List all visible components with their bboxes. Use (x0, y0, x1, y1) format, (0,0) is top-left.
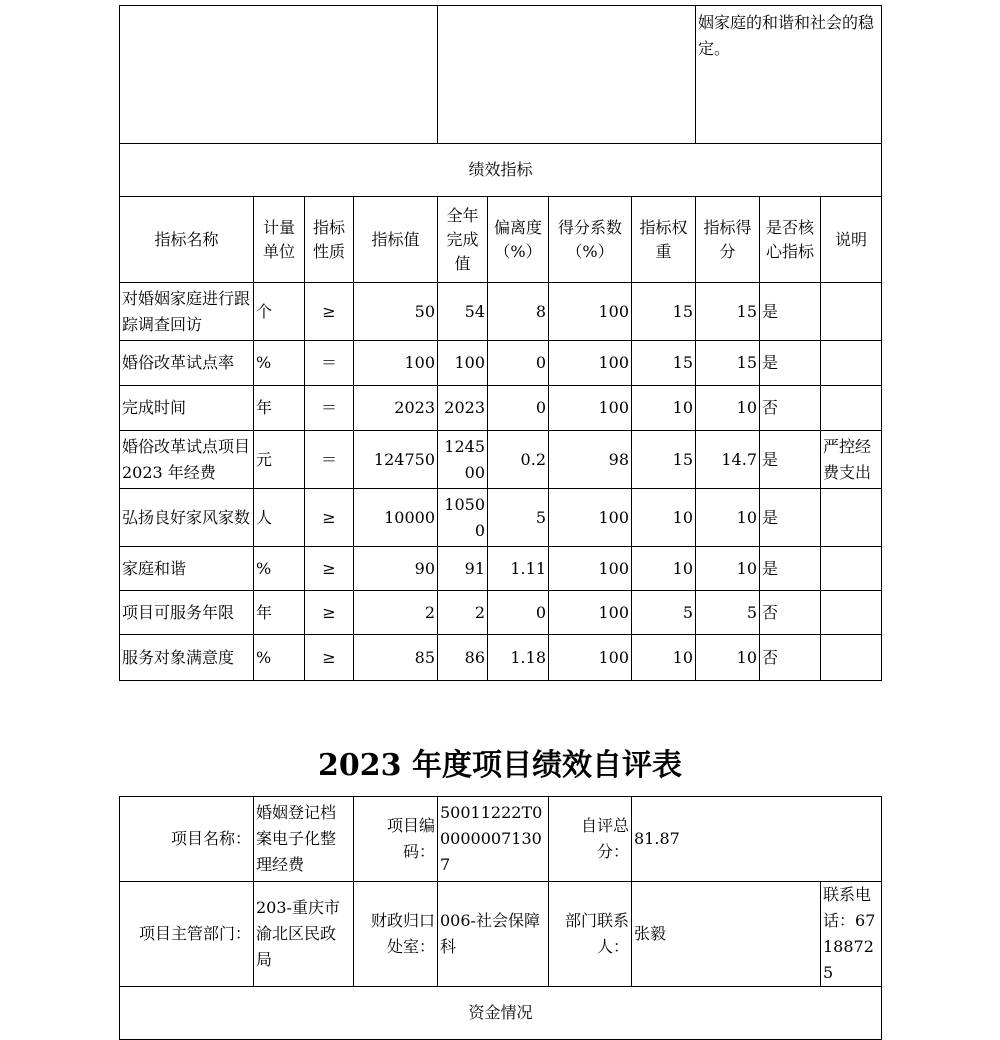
row-nature: ≥ (305, 489, 354, 547)
row-coefficient: 100 (549, 489, 632, 547)
row-actual: 124500 (438, 431, 488, 489)
row-score: 5 (696, 591, 760, 635)
row-core: 是 (760, 547, 821, 591)
row-score: 15 (696, 341, 760, 386)
self-score-label: 自评总分： (549, 797, 632, 882)
row-coefficient: 100 (549, 386, 632, 431)
row-unit: % (254, 547, 305, 591)
row-core: 是 (760, 283, 821, 341)
section-title: 绩效指标 (120, 144, 882, 197)
header-cell: 说明 (821, 197, 882, 283)
row-deviation: 0 (488, 341, 549, 386)
row-unit: % (254, 635, 305, 681)
header-row (120, 197, 882, 283)
row-coefficient: 98 (549, 431, 632, 489)
row-unit: % (254, 341, 305, 386)
finance: 006-社会保障科 (438, 882, 549, 987)
funds-title: 资金情况 (120, 987, 882, 1040)
row-unit: 年 (254, 386, 305, 431)
row-actual: 2 (438, 591, 488, 635)
row-coefficient: 100 (549, 635, 632, 681)
row-score: 10 (696, 635, 760, 681)
table-row (120, 635, 882, 681)
row-nature: ≥ (305, 547, 354, 591)
row-weight: 10 (632, 489, 696, 547)
empty-cell (120, 6, 438, 144)
project-code: 50011222T000000071307 (438, 797, 549, 882)
dept: 203-重庆市渝北区民政局 (254, 882, 354, 987)
row-name: 家庭和谐 (120, 547, 254, 591)
table-row (120, 283, 882, 341)
form-title: 2023 年度项目绩效自评表 (318, 748, 682, 783)
row-score: 14.7 (696, 431, 760, 489)
row-nature: ＝ (305, 431, 354, 489)
row-score: 10 (696, 489, 760, 547)
row-name: 服务对象满意度 (120, 635, 254, 681)
header-cell: 指标名称 (120, 197, 254, 283)
row-coefficient: 100 (549, 341, 632, 386)
row-score: 15 (696, 283, 760, 341)
indicator-table (119, 196, 882, 681)
finance-label: 财政归口处室： (354, 882, 438, 987)
row-score: 10 (696, 547, 760, 591)
row-name: 弘扬良好家风家数 (120, 489, 254, 547)
row-note (821, 489, 882, 547)
row-deviation: 1.18 (488, 635, 549, 681)
project-name: 婚姻登记档案电子化整理经费 (254, 797, 354, 882)
row-score: 10 (696, 386, 760, 431)
row-note (821, 635, 882, 681)
row-name: 对婚姻家庭进行跟踪调查回访 (120, 283, 254, 341)
row-actual: 2023 (438, 386, 488, 431)
row-nature: ＝ (305, 386, 354, 431)
row-core: 否 (760, 635, 821, 681)
row-target: 10000 (354, 489, 438, 547)
contact-label: 部门联系人： (549, 882, 632, 987)
row-note (821, 591, 882, 635)
row-actual: 100 (438, 341, 488, 386)
row-target: 85 (354, 635, 438, 681)
row-coefficient: 100 (549, 283, 632, 341)
row-core: 否 (760, 591, 821, 635)
phone-label: 联系电话： (823, 885, 872, 930)
header-cell: 偏离度（%） (488, 197, 549, 283)
header-cell: 计量单位 (254, 197, 305, 283)
row-note (821, 386, 882, 431)
row-nature: ≥ (305, 635, 354, 681)
header-cell: 指标值 (354, 197, 438, 283)
table-row (120, 547, 882, 591)
row-weight: 15 (632, 341, 696, 386)
row-weight: 10 (632, 386, 696, 431)
row-target: 50 (354, 283, 438, 341)
row-deviation: 0 (488, 591, 549, 635)
header-cell: 得分系数（%） (549, 197, 632, 283)
project-code-label: 项目编码： (354, 797, 438, 882)
row-note (821, 283, 882, 341)
row-target: 2 (354, 591, 438, 635)
self-score: 81.87 (632, 797, 882, 882)
row-actual: 54 (438, 283, 488, 341)
row-unit: 元 (254, 431, 305, 489)
row-core: 是 (760, 341, 821, 386)
table-row (120, 489, 882, 547)
row-coefficient: 100 (549, 591, 632, 635)
table-row (120, 431, 882, 489)
row-deviation: 5 (488, 489, 549, 547)
goal-table (119, 5, 882, 197)
row-actual: 86 (438, 635, 488, 681)
table-row (120, 386, 882, 431)
row-deviation: 0 (488, 386, 549, 431)
row-actual: 91 (438, 547, 488, 591)
row-target: 90 (354, 547, 438, 591)
row-note: 严控经费支出 (821, 431, 882, 489)
row-core: 是 (760, 431, 821, 489)
row-weight: 5 (632, 591, 696, 635)
row-name: 完成时间 (120, 386, 254, 431)
row-note (821, 547, 882, 591)
table-row (120, 591, 882, 635)
row-name: 项目可服务年限 (120, 591, 254, 635)
row-actual: 10500 (438, 489, 488, 547)
row-name: 婚俗改革试点项目 2023 年经费 (120, 431, 254, 489)
row-name: 婚俗改革试点率 (120, 341, 254, 386)
header-cell: 指标权重 (632, 197, 696, 283)
row-target: 2023 (354, 386, 438, 431)
project-form-table (119, 796, 882, 1040)
row-nature: ≥ (305, 283, 354, 341)
row-target: 100 (354, 341, 438, 386)
row-core: 是 (760, 489, 821, 547)
header-cell: 指标性质 (305, 197, 354, 283)
row-weight: 15 (632, 431, 696, 489)
empty-cell (438, 6, 696, 144)
contact: 张毅 (632, 882, 821, 987)
phone-cell (821, 882, 882, 987)
row-deviation: 0.2 (488, 431, 549, 489)
header-cell: 是否核心指标 (760, 197, 821, 283)
row-unit: 个 (254, 283, 305, 341)
phone: 67188725 (823, 911, 876, 982)
row-coefficient: 100 (549, 547, 632, 591)
row-deviation: 8 (488, 283, 549, 341)
project-name-label: 项目名称： (120, 797, 254, 882)
row-weight: 15 (632, 283, 696, 341)
row-deviation: 1.11 (488, 547, 549, 591)
row-unit: 人 (254, 489, 305, 547)
row-weight: 10 (632, 635, 696, 681)
row-nature: ≥ (305, 591, 354, 635)
header-cell: 指标得分 (696, 197, 760, 283)
row-weight: 10 (632, 547, 696, 591)
table-row (120, 341, 882, 386)
row-nature: ＝ (305, 341, 354, 386)
row-unit: 年 (254, 591, 305, 635)
row-target: 124750 (354, 431, 438, 489)
dept-label: 项目主管部门： (120, 882, 254, 987)
goal-text: 姻家庭的和谐和社会的稳定。 (696, 6, 882, 144)
row-core: 否 (760, 386, 821, 431)
row-note (821, 341, 882, 386)
header-cell: 全年完成值 (438, 197, 488, 283)
